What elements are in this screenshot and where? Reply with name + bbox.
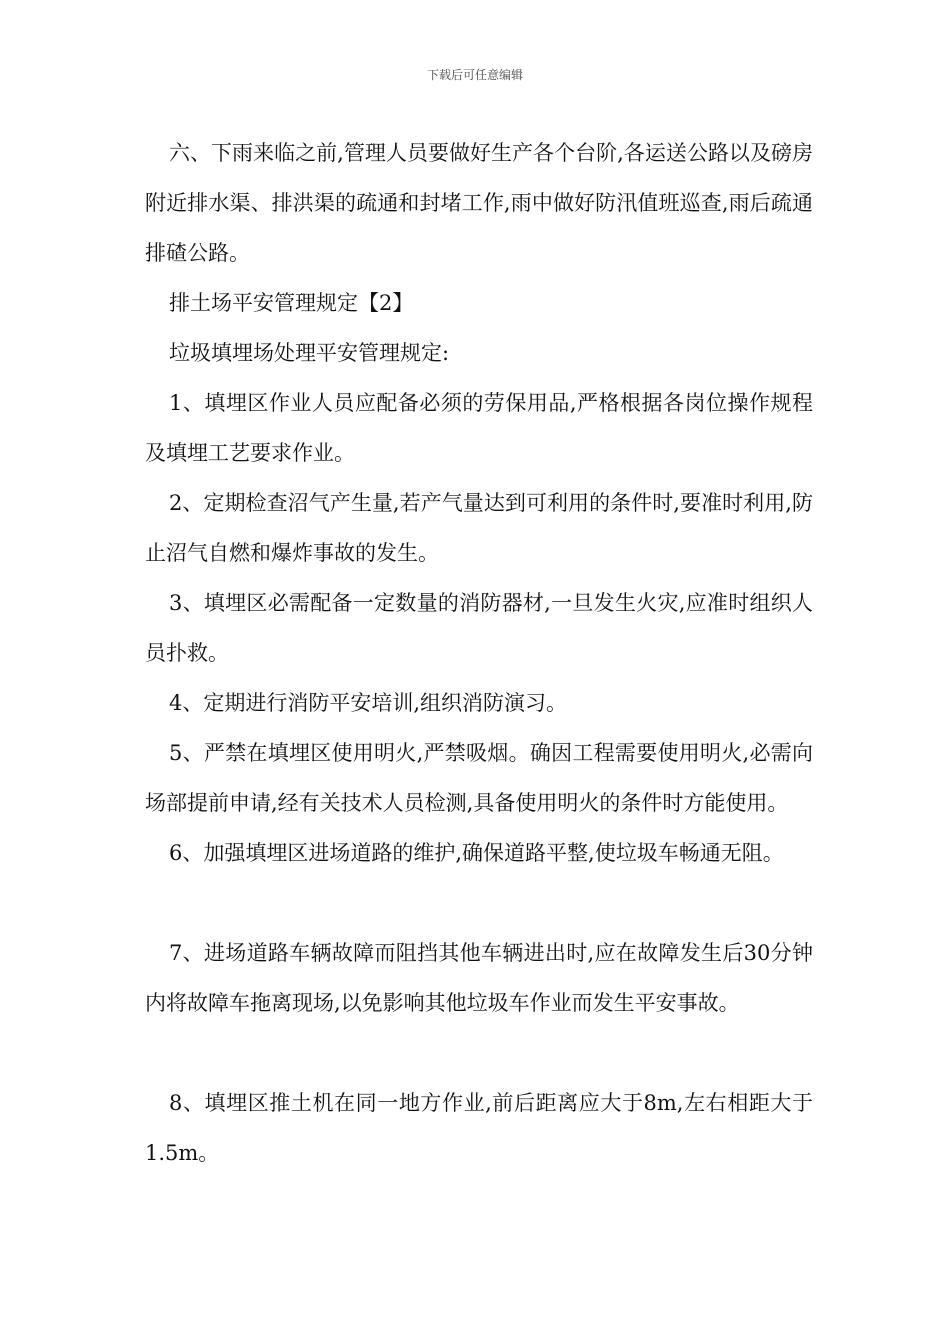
rule-item-7: 7、进场道路车辆故障而阻挡其他车辆进出时,应在故障发生后30分钟内将故障车拖离现场,以免影响其他垃圾车作业而发生平安事故。 bbox=[145, 941, 813, 1015]
rule-item-6: 6、加强填埋区进场道路的维护,确保道路平整,使垃圾车畅通无阻。 bbox=[169, 841, 784, 865]
rule-item-2: 2、定期检查沼气产生量,若产气量达到可利用的条件时,要准时利用,防止沼气自燃和爆炸事故的发生。 bbox=[145, 491, 813, 565]
section-heading-dump-site: 排土场平安管理规定【2】 bbox=[169, 291, 414, 315]
rule-item-1: 1、填埋区作业人员应配备必须的劳保用品,严格根据各岗位操作规程及填埋工艺要求作业。 bbox=[145, 391, 813, 465]
section-heading-landfill: 垃圾填埋场处理平安管理规定: bbox=[169, 341, 450, 365]
rule-item-3: 3、填埋区必需配备一定数量的消防器材,一旦发生火灾,应准时组织人员扑救。 bbox=[145, 591, 813, 665]
page-header: 下载后可任意编辑 bbox=[426, 68, 523, 82]
document-body bbox=[145, 128, 813, 1178]
rule-item-5: 5、严禁在填埋区使用明火,严禁吸烟。确因工程需要使用明火,必需向场部提前申请,经有关技术人员检测,具备使用明火的条件时方能使用。 bbox=[145, 741, 813, 815]
rule-item-4: 4、定期进行消防平安培训,组织消防演习。 bbox=[169, 691, 568, 715]
paragraph-rain-prep: 六、下雨来临之前,管理人员要做好生产各个台阶,各运送公路以及磅房附近排水渠、排洪渠的疏通和封堵工作,雨中做好防汛值班巡查,雨后疏通排碴公路。 bbox=[145, 141, 813, 265]
rule-item-8: 8、填埋区推土机在同一地方作业,前后距离应大于8m,左右相距大于1.5m。 bbox=[145, 1091, 813, 1165]
